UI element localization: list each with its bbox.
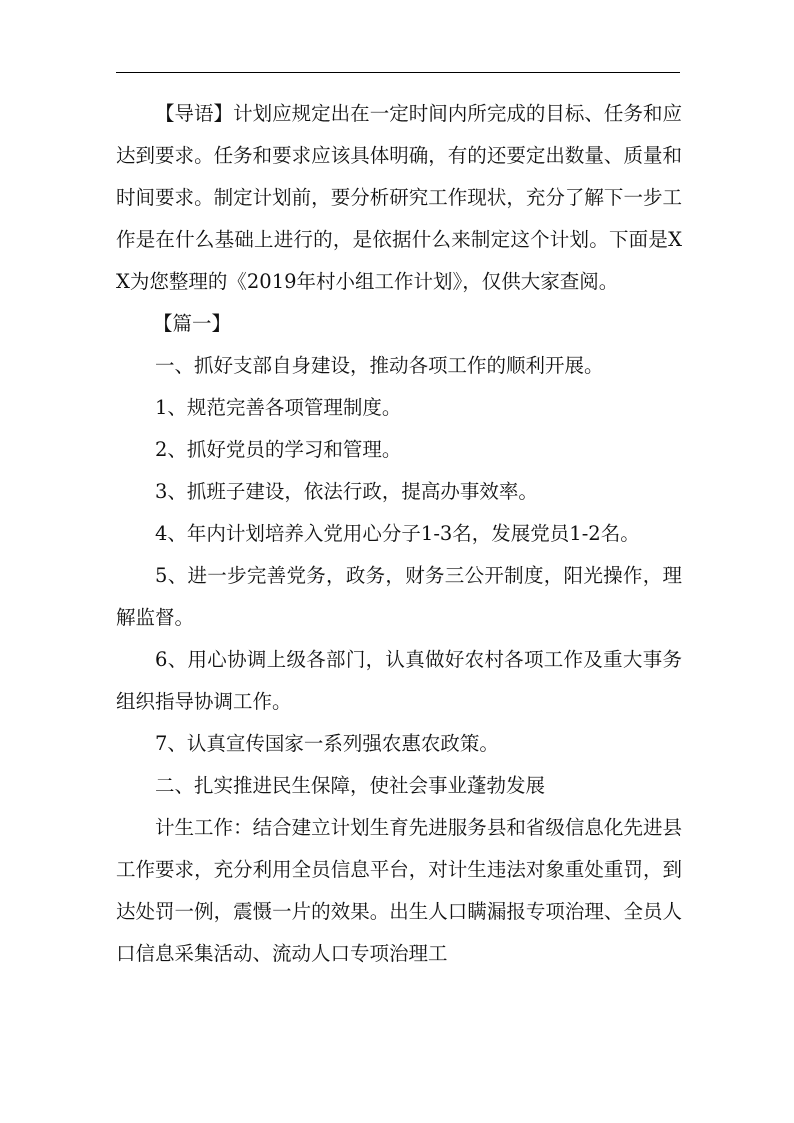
list-item-3: 3、抓班子建设，依法行政，提高办事效率。	[155, 480, 538, 503]
section-heading-part-one: 【篇一】	[153, 312, 232, 335]
list-item-6: 6、用心协调上级各部门，认真做好农村各项工作及重大事务组织指导协调工作。	[116, 648, 682, 713]
list-item-2: 2、抓好党员的学习和管理。	[155, 438, 402, 461]
family-planning-paragraph: 计生工作：结合建立计划生育先进服务县和省级信息化先进县工作要求，充分利用全员信息平台，对计生违法对象重处重罚，到达处罚一例，震慑一片的效果。出生人口瞒漏报专项治理、全员人口信息采集活动、流动人口专项治理工	[116, 816, 682, 965]
list-item-7: 7、认真宣传国家一系列强农惠农政策。	[155, 732, 499, 755]
section-one-title: 一、抓好支部自身建设，推动各项工作的顺利开展。	[155, 354, 604, 377]
section-two-title: 二、扎实推进民生保障，使社会事业蓬勃发展	[155, 774, 546, 797]
list-item-4: 4、年内计划培养入党用心分子1-3名，发展党员1-2名。	[155, 522, 640, 545]
list-item-5: 5、进一步完善党务，政务，财务三公开制度，阳光操作，理解监督。	[116, 564, 682, 629]
document-body	[116, 93, 682, 975]
list-item-1: 1、规范完善各项管理制度。	[155, 396, 402, 419]
intro-paragraph: 【导语】计划应规定出在一定时间内所完成的目标、任务和应达到要求。任务和要求应该具体明确，有的还要定出数量、质量和时间要求。制定计划前，要分析研究工作现状，充分了解下一步工作是在什么基础上进行的，是依据什么来制定这个计划。下面是XX为您整理的《2019年村小组工作计划》，仅供大家查阅。	[116, 102, 682, 293]
header-rule	[116, 72, 680, 73]
